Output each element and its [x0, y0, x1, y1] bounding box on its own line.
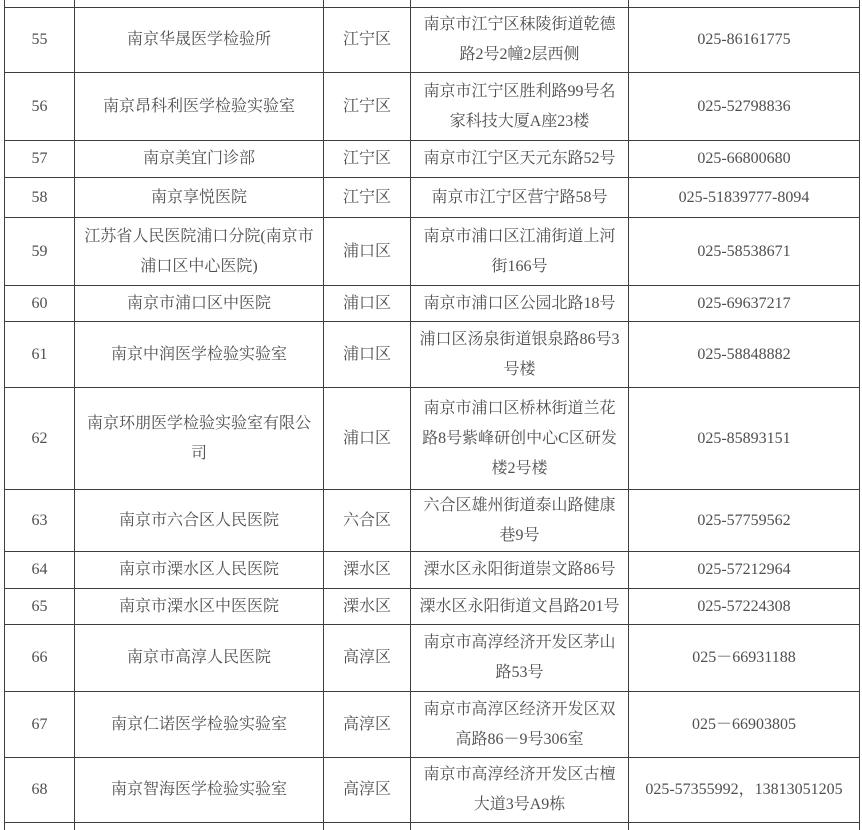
table-row: [5, 388, 860, 490]
cell-row-number: 62: [5, 388, 75, 490]
cell-phone: 025-69637217: [629, 286, 860, 322]
table-row: [5, 73, 860, 141]
cell-row-number: 55: [5, 8, 75, 73]
empty-cell: [324, 0, 411, 8]
cell-institution-name: 南京仁诺医学检验实验室: [75, 692, 324, 758]
cell-district: 溧水区: [324, 552, 411, 589]
empty-cell: [629, 823, 860, 830]
cell-address: 南京市江宁区营宁路58号: [411, 178, 629, 218]
cell-address: 浦口区汤泉街道银泉路86号3号楼: [411, 322, 629, 388]
cell-district: 高淳区: [324, 692, 411, 758]
cell-address: 南京市高淳区经济开发区双高路86－9号306室: [411, 692, 629, 758]
cell-institution-name: 江苏省人民医院浦口分院(南京市浦口区中心医院): [75, 218, 324, 286]
table-row: [5, 589, 860, 625]
cell-institution-name: 南京市浦口区中医院: [75, 286, 324, 322]
cell-row-number: 63: [5, 490, 75, 552]
cell-institution-name: 南京智海医学检验实验室: [75, 758, 324, 823]
empty-cell: [629, 0, 860, 8]
cell-institution-name: 南京市高淳人民医院: [75, 625, 324, 692]
partial-row-bottom: [5, 823, 860, 830]
table-row: [5, 8, 860, 73]
table-row: [5, 322, 860, 388]
cell-district: 六合区: [324, 490, 411, 552]
table-row: [5, 490, 860, 552]
cell-phone: 025-58538671: [629, 218, 860, 286]
cell-institution-name: 南京美宜门诊部: [75, 141, 324, 178]
table-row: [5, 141, 860, 178]
cell-phone: 025-86161775: [629, 8, 860, 73]
table-body: [5, 0, 860, 830]
cell-address: 南京市江宁区秣陵街道乾德路2号2幢2层西侧: [411, 8, 629, 73]
cell-district: 高淳区: [324, 625, 411, 692]
cell-phone: 025-51839777-8094: [629, 178, 860, 218]
cell-phone: 025-52798836: [629, 73, 860, 141]
cell-address: 溧水区永阳街道崇文路86号: [411, 552, 629, 589]
cell-address: 南京市浦口区江浦街道上河街166号: [411, 218, 629, 286]
table-row: [5, 758, 860, 823]
cell-address: 六合区雄州街道泰山路健康巷9号: [411, 490, 629, 552]
empty-cell: [5, 0, 75, 8]
empty-cell: [75, 0, 324, 8]
cell-institution-name: 南京环朋医学检验实验室有限公司: [75, 388, 324, 490]
cell-phone: 025-57759562: [629, 490, 860, 552]
cell-district: 浦口区: [324, 218, 411, 286]
cell-district: 浦口区: [324, 388, 411, 490]
cell-row-number: 59: [5, 218, 75, 286]
cell-phone: 025-66800680: [629, 141, 860, 178]
cell-district: 江宁区: [324, 178, 411, 218]
cell-address: 南京市浦口区公园北路18号: [411, 286, 629, 322]
cell-row-number: 65: [5, 589, 75, 625]
table-row: [5, 286, 860, 322]
cell-row-number: 61: [5, 322, 75, 388]
cell-address: 南京市高淳经济开发区古檀大道3号A9栋: [411, 758, 629, 823]
empty-cell: [324, 823, 411, 830]
cell-address: 溧水区永阳街道文昌路201号: [411, 589, 629, 625]
empty-cell: [75, 823, 324, 830]
cell-phone: 025－66903805: [629, 692, 860, 758]
cell-district: 溧水区: [324, 589, 411, 625]
cell-phone: 025-57224308: [629, 589, 860, 625]
cell-row-number: 57: [5, 141, 75, 178]
cell-institution-name: 南京华晟医学检验所: [75, 8, 324, 73]
cell-row-number: 67: [5, 692, 75, 758]
table-row: [5, 692, 860, 758]
cell-address: 南京市江宁区胜利路99号名家科技大厦A座23楼: [411, 73, 629, 141]
cell-row-number: 58: [5, 178, 75, 218]
table-row: [5, 218, 860, 286]
cell-district: 浦口区: [324, 322, 411, 388]
cell-institution-name: 南京中润医学检验实验室: [75, 322, 324, 388]
cell-row-number: 66: [5, 625, 75, 692]
cell-phone: 025-57212964: [629, 552, 860, 589]
cell-phone: 025-58848882: [629, 322, 860, 388]
empty-cell: [411, 0, 629, 8]
cell-address: 南京市江宁区天元东路52号: [411, 141, 629, 178]
table-row: [5, 625, 860, 692]
partial-row-top: [5, 0, 860, 8]
cell-row-number: 68: [5, 758, 75, 823]
cell-phone: 025-85893151: [629, 388, 860, 490]
cell-district: 高淳区: [324, 758, 411, 823]
cell-address: 南京市浦口区桥林街道兰花路8号紫峰研创中心C区研发楼2号楼: [411, 388, 629, 490]
cell-district: 江宁区: [324, 141, 411, 178]
cell-row-number: 60: [5, 286, 75, 322]
empty-cell: [411, 823, 629, 830]
institutions-table: [4, 0, 860, 830]
table-row: [5, 552, 860, 589]
cell-address: 南京市高淳经济开发区茅山路53号: [411, 625, 629, 692]
table-row: [5, 178, 860, 218]
cell-institution-name: 南京昂科利医学检验实验室: [75, 73, 324, 141]
cell-institution-name: 南京市溧水区人民医院: [75, 552, 324, 589]
cell-institution-name: 南京市溧水区中医医院: [75, 589, 324, 625]
cell-row-number: 64: [5, 552, 75, 589]
empty-cell: [5, 823, 75, 830]
cell-district: 江宁区: [324, 73, 411, 141]
cell-row-number: 56: [5, 73, 75, 141]
cell-district: 江宁区: [324, 8, 411, 73]
cell-district: 浦口区: [324, 286, 411, 322]
cell-institution-name: 南京市六合区人民医院: [75, 490, 324, 552]
cell-institution-name: 南京享悦医院: [75, 178, 324, 218]
cell-phone: 025－66931188: [629, 625, 860, 692]
cell-phone: 025-57355992，13813051205: [629, 758, 860, 823]
